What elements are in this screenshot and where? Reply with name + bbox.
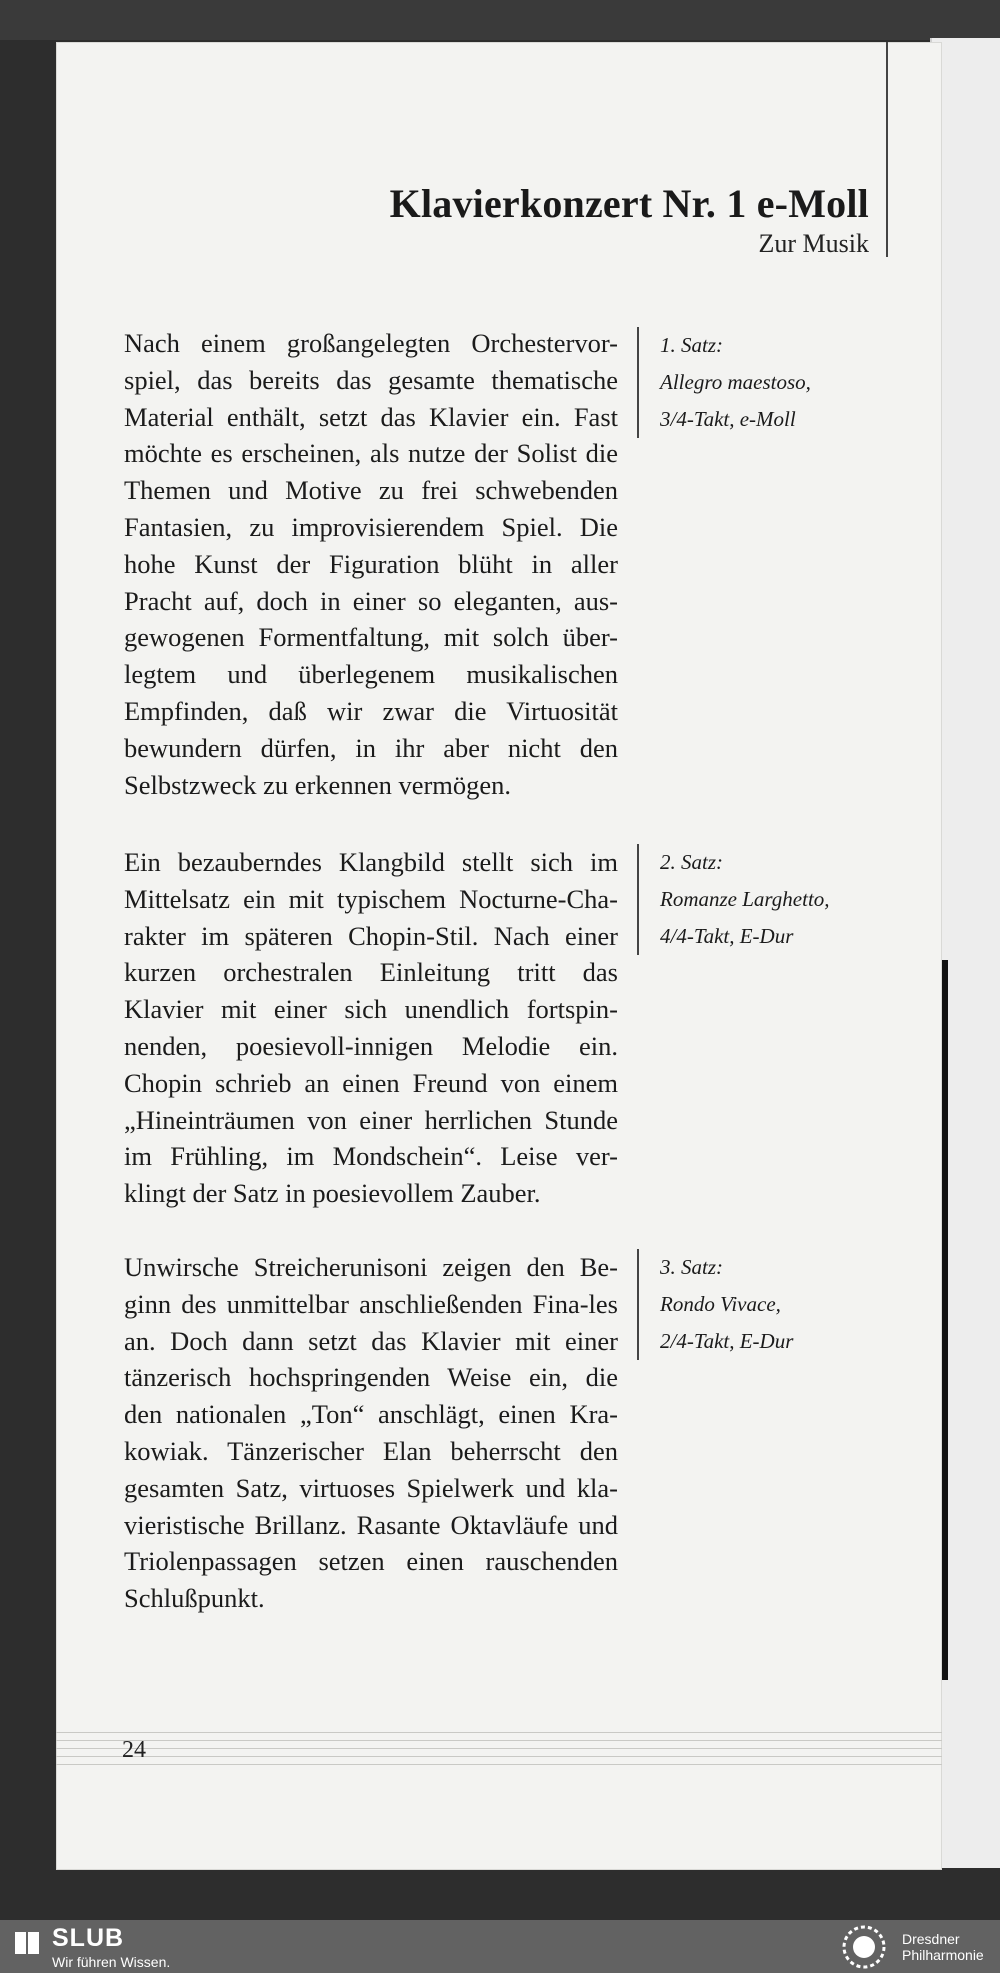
movement-number: 2. Satz: [660,850,723,874]
paragraph-movement-3: Unwirsche Streicherunisoni zeigen den Be-ginn des unmittelbar anschließenden Fina-les an. Doch dann setzt das Klavier mit einer tänzerisch hochspringenden Weise ein, die den nationalen „Ton“ anschlägt, einen Kra-kowiak. Tänzerischer Elan beherrscht den gesamten Satz, virtuoses Spielwerk und kla-vieristische Brillanz. Rasante Oktavläufe und Triolenpassagen setzen einen rauschenden Schlußpunkt. [124,1252,618,1614]
library-logo-text[interactable]: SLUB [52,1924,125,1952]
partner-name-line1: Dresdner [902,1931,960,1947]
philharmonie-logo-icon [842,1925,886,1969]
partner-name[interactable] [902,1931,984,1963]
page-subtitle: Zur Musik [758,229,869,258]
page-title: Klavierkonzert Nr. 1 e-Moll [389,181,869,226]
header-rule [886,42,888,257]
footer-staff-lines [56,1732,942,1774]
scan-background-top [0,0,1000,40]
page-number: 24 [122,1737,146,1763]
movement-meter-key: 2/4-Takt, E-Dur [660,1329,794,1353]
viewer-footer-bar [0,1920,1000,1973]
paragraph-movement-1: Nach einem großangelegten Orchestervor-spiel, das bereits das gesamte thematische Material enthält, setzt das Klavier ein. Fast möchte es erscheinen, als nutze der Solist die Themen und Motive zu frei schwebenden Fantasien, zu improvisierendem Spiel. Die hohe Kunst der Figuration blüht in aller Pracht auf, doch in einer so eleganten, aus-gewogenen Formentfaltung, mit solch über-legtem und überlegenem musikalischen Empfinden, daß wir zwar die Virtuosität bewundern dürfen, in ihr aber nicht den Selbstzweck zu erkennen vermögen. [124,328,618,800]
movement-meter-key: 4/4-Takt, E-Dur [660,924,794,948]
partner-name-line2: Philharmonie [902,1947,984,1963]
slub-book-icon [14,1930,40,1956]
movement-note-1 [637,327,811,438]
movement-tempo: Romanze Larghetto, [660,887,830,911]
movement-note-2 [637,844,830,955]
paragraph-movement-2: Ein bezauberndes Klangbild stellt sich im Mittelsatz ein mit typischem Nocturne-Cha-rakter im späteren Chopin-Stil. Nach einer kurzen orchestralen Einleitung tritt das Klavier mit einer sich unendlich fortspin-nenden, poesievoll-innigen Melodie ein. Chopin schrieb an einen Freund von einem „Hineinträumen von einer herrlichen Stunde im Frühling, im Mondschein“. Leise ver-klingt der Satz in poesievollem Zauber. [124,847,618,1209]
movement-meter-key: 3/4-Takt, e-Moll [660,407,796,431]
movement-tempo: Rondo Vivace, [660,1292,781,1316]
movement-tempo: Allegro maestoso, [660,370,811,394]
movement-number: 1. Satz: [660,333,723,357]
movement-note-3 [637,1249,793,1360]
movement-number: 3. Satz: [660,1255,723,1279]
library-claim: Wir führen Wissen. [52,1954,171,1970]
